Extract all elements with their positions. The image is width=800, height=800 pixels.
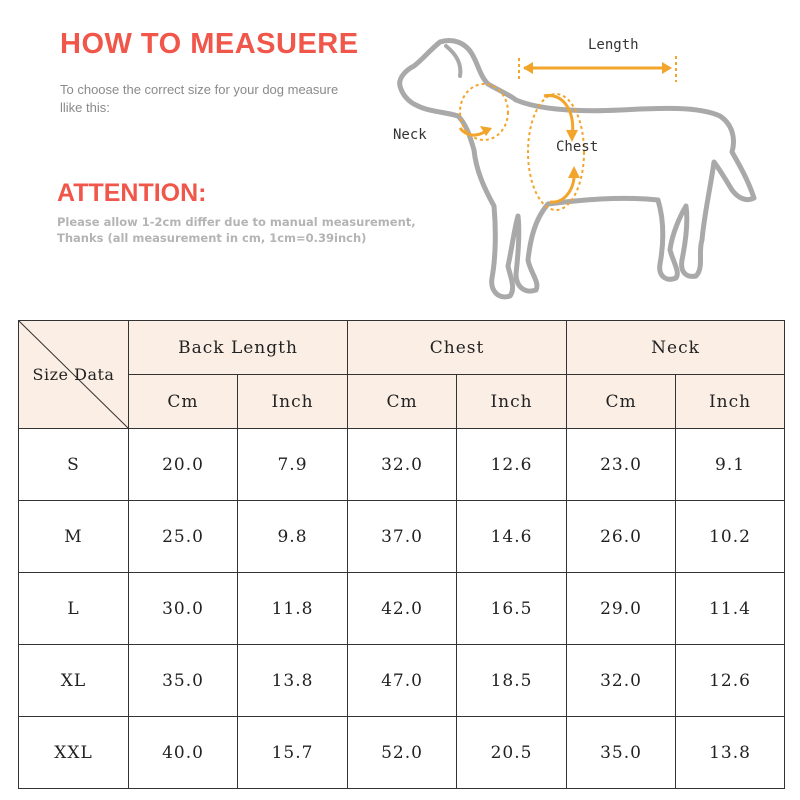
corner-header: [19, 321, 129, 429]
value-cell: 40.0: [129, 717, 238, 789]
table-row: [19, 717, 785, 789]
value-cell: 7.9: [238, 429, 348, 501]
size-cell: M: [19, 501, 129, 573]
value-cell: 12.6: [457, 429, 567, 501]
attention-note-line1: Please allow 1-2cm differ due to manual measurement,: [57, 215, 416, 229]
value-cell: 47.0: [348, 645, 457, 717]
page-title: HOW TO MEASUERE: [60, 28, 359, 60]
group-header-chest: Chest: [348, 321, 567, 375]
value-cell: 32.0: [348, 429, 457, 501]
table-row: [19, 645, 785, 717]
size-cell: XL: [19, 645, 129, 717]
unit-header: Inch: [676, 375, 785, 429]
dog-outline: [400, 41, 754, 297]
value-cell: 9.1: [676, 429, 785, 501]
length-label: Length: [588, 37, 639, 53]
value-cell: 11.4: [676, 573, 785, 645]
dog-measurement-diagram: [380, 20, 780, 315]
table-row: [19, 429, 785, 501]
dog-ear: [446, 46, 460, 76]
value-cell: 9.8: [238, 501, 348, 573]
value-cell: 29.0: [567, 573, 676, 645]
intro-text: To choose the correct size for your dog measure llike this:: [60, 82, 339, 115]
value-cell: 15.7: [238, 717, 348, 789]
size-cell: XXL: [19, 717, 129, 789]
value-cell: 23.0: [567, 429, 676, 501]
group-header-back-length: Back Length: [129, 321, 348, 375]
value-cell: 37.0: [348, 501, 457, 573]
unit-header: Cm: [567, 375, 676, 429]
chest-label: Chest: [556, 139, 599, 155]
value-cell: 18.5: [457, 645, 567, 717]
value-cell: 52.0: [348, 717, 457, 789]
value-cell: 10.2: [676, 501, 785, 573]
attention-heading: ATTENTION:: [57, 179, 207, 207]
neck-label: Neck: [393, 127, 427, 143]
value-cell: 35.0: [129, 645, 238, 717]
unit-header: Inch: [238, 375, 348, 429]
size-chart-table: [18, 320, 785, 789]
value-cell: 12.6: [676, 645, 785, 717]
value-cell: 14.6: [457, 501, 567, 573]
value-cell: 20.0: [129, 429, 238, 501]
value-cell: 35.0: [567, 717, 676, 789]
value-cell: 11.8: [238, 573, 348, 645]
size-cell: S: [19, 429, 129, 501]
table-row: [19, 501, 785, 573]
value-cell: 13.8: [238, 645, 348, 717]
value-cell: 26.0: [567, 501, 676, 573]
value-cell: 13.8: [676, 717, 785, 789]
attention-note: [57, 214, 417, 246]
group-header-neck: Neck: [567, 321, 785, 375]
value-cell: 25.0: [129, 501, 238, 573]
value-cell: 32.0: [567, 645, 676, 717]
value-cell: 42.0: [348, 573, 457, 645]
value-cell: 20.5: [457, 717, 567, 789]
attention-note-line2: Thanks (all measurement in cm, 1cm=0.39inch): [57, 231, 367, 245]
unit-header: Cm: [129, 375, 238, 429]
table-row: [19, 573, 785, 645]
value-cell: 16.5: [457, 573, 567, 645]
value-cell: 30.0: [129, 573, 238, 645]
unit-header: Inch: [457, 375, 567, 429]
unit-header: Cm: [348, 375, 457, 429]
size-cell: L: [19, 573, 129, 645]
corner-label: Size Data: [32, 364, 115, 384]
